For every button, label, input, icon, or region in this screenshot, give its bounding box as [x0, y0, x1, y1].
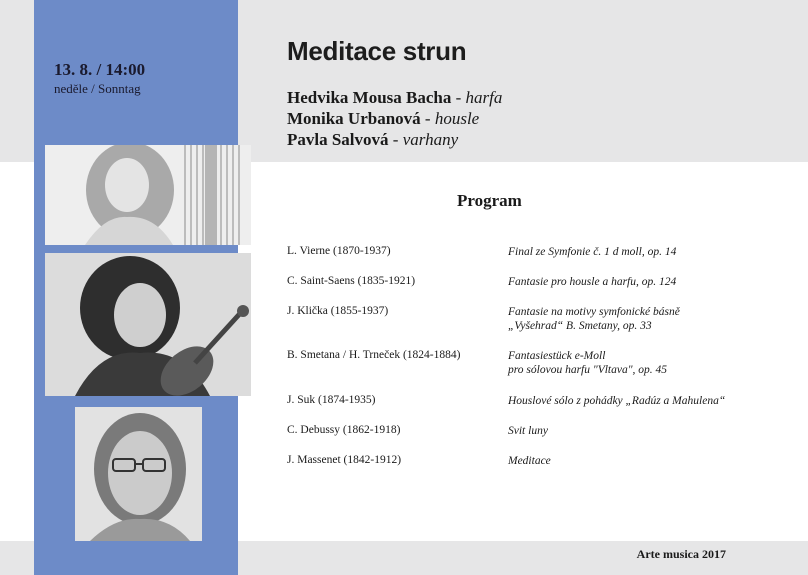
program-work: Final ze Symfonie č. 1 d moll, op. 14 — [508, 246, 677, 258]
program-composer: J. Suk (1874-1935) — [287, 394, 376, 406]
program-composer: B. Smetana / H. Trneček (1824-1884) — [287, 349, 461, 361]
performer-instrument: housle — [434, 109, 480, 128]
performer-line: Hedvika Mousa Bacha - harfa — [287, 88, 503, 107]
program-list — [287, 245, 767, 484]
photo-organist — [75, 407, 202, 541]
performer-list — [287, 87, 502, 150]
concert-title: Meditace strun — [287, 36, 467, 66]
program-composer: L. Vierne (1870-1937) — [287, 245, 391, 257]
program-work: Houslové sólo z pohádky „Radúz a Mahulena“ — [508, 395, 726, 407]
program-work: Fantasie pro housle a harfu, op. 124 — [508, 276, 677, 288]
program-item — [287, 305, 767, 349]
performer-line: Monika Urbanová - housle — [287, 109, 480, 128]
program-item — [287, 454, 767, 484]
performer-name: Pavla Salvová — [287, 130, 389, 149]
program-item — [287, 424, 767, 454]
performer-line: Pavla Salvová - varhany — [287, 130, 459, 149]
program-item — [287, 394, 767, 424]
performer-instrument: varhany — [402, 130, 459, 149]
performer-instrument: harfa — [465, 88, 503, 107]
performer-name: Hedvika Mousa Bacha — [287, 88, 452, 107]
program-work: Meditace — [508, 455, 551, 467]
program-work: Svit luny — [508, 425, 548, 437]
program-item — [287, 349, 767, 394]
program-composer: C. Debussy (1862-1918) — [287, 424, 401, 436]
program-composer: J. Massenet (1842-1912) — [287, 454, 402, 466]
program-item — [287, 275, 767, 305]
program-composer: C. Saint-Saens (1835-1921) — [287, 275, 416, 287]
concert-weekday: neděle / Sonntag — [54, 81, 141, 96]
footer-label: Arte musica 2017 — [636, 547, 726, 561]
program-heading: Program — [457, 191, 522, 210]
concert-date: 13. 8. / 14:00 — [54, 60, 146, 79]
program-item — [287, 245, 767, 275]
photo-harpist — [45, 145, 251, 245]
photo-violinist — [45, 253, 251, 396]
performer-name: Monika Urbanová — [287, 109, 421, 128]
program-composer: J. Klička (1855-1937) — [287, 305, 389, 317]
program-work: Fantasie na motivy symfonické básně „Vyšehrad“ B. Smetany, op. 33 — [508, 306, 680, 332]
program-work: Fantasiestück e-Moll pro sólovou harfu "Vltava", op. 45 — [508, 350, 668, 376]
